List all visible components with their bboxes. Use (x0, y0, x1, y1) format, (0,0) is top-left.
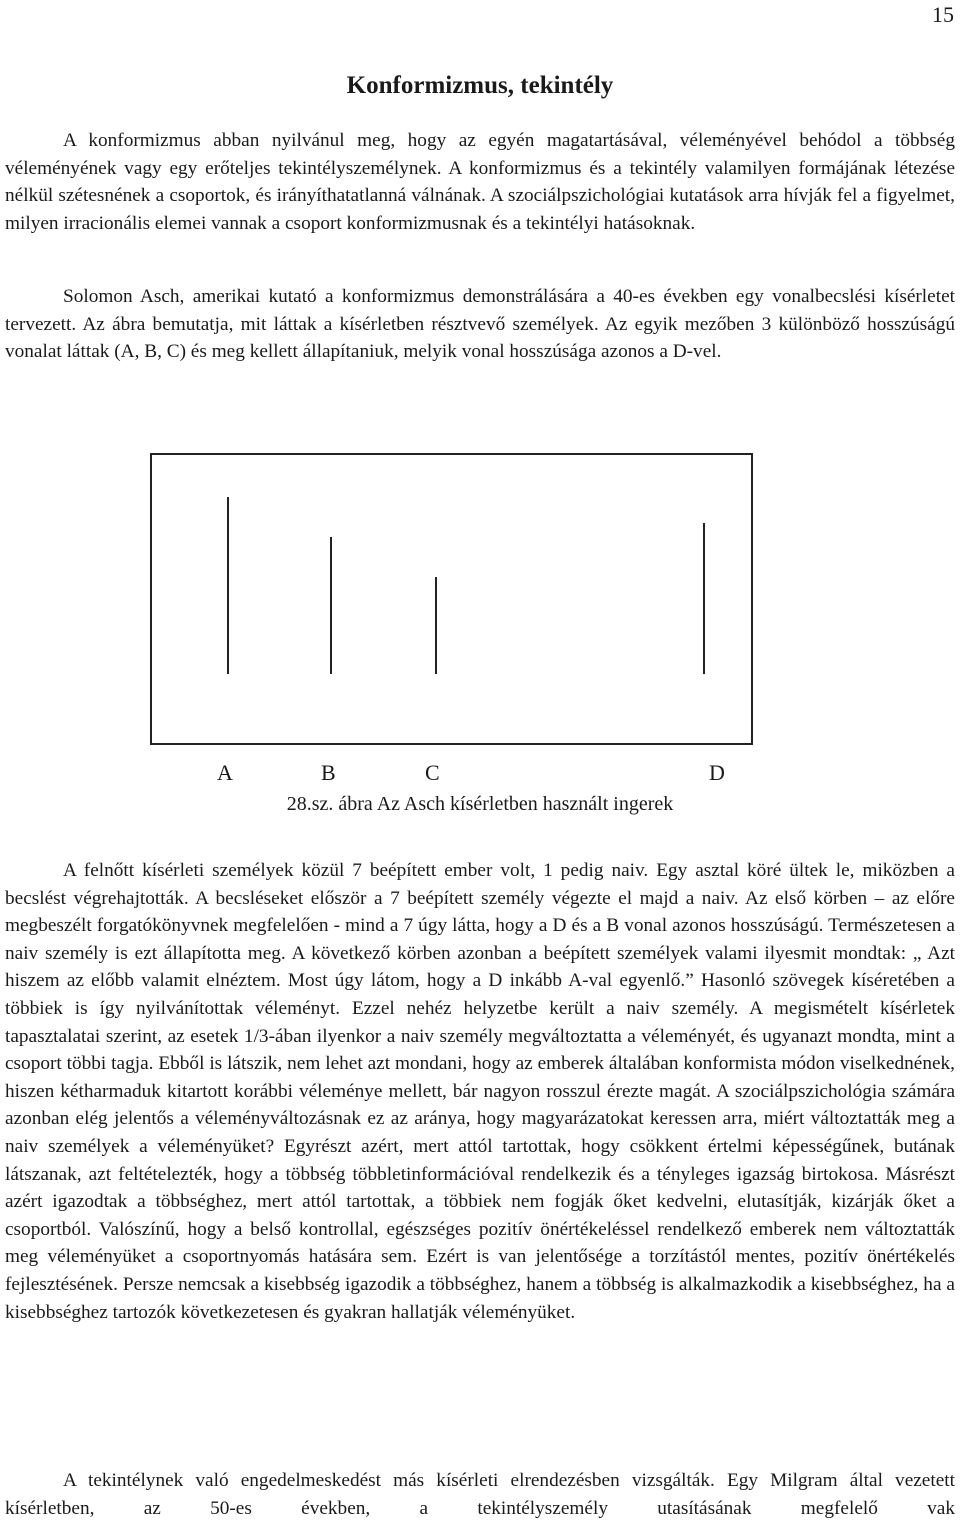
figure-label-c: C (425, 760, 440, 785)
figure-label-a: A (217, 760, 233, 785)
stimulus-line-b (330, 537, 332, 674)
stimulus-line-a (227, 497, 229, 674)
paragraph-asch: Solomon Asch, amerikai kutató a konformizmus demonstrálására a 40-es években egy vonalbecslési kísérletet tervezett. Az ábra bemutatja, mit láttak a kísérletben résztvevő személyek. Az egyik mezőben 3 különböző hosszúságú vonalat láttak (A, B, C) és meg kellett állapítaniuk, melyik vonal hosszúsága azonos a D-vel. (5, 286, 955, 363)
paragraph-experiment: A felnőtt kísérleti személyek közül 7 beépített ember volt, 1 pedig naiv. Egy asztal köré ültek le, miközben a becslést végrehajtották. A becsléseket először a 7 beépített személy végezte el majd a naiv. Az első körben – az előre megbeszélt forgatókönyvnek megfelelően - mind a 7 úgy látta, hogy a D és a B vonal azonos hosszúságú. Természetesen a naiv személy is ezt állapította meg. A következő körben azonban a beépített személyek valami ilyesmit mondtak: „ Azt hiszem az előbb valamit elnéztem. Most úgy látom, hogy a D inkább A-val egyenlő.” Hasonló szövegek kíséretében a többiek is így nyilvánítottak véleményt. Ezzel nehéz helyzetbe került a naiv személy. A megismételt kísérletek tapasztalatai szerint, az esetek 1/3-ában ilyenkor a naiv személy megváltoztatta a véleményét, és ugyanazt mondta, mint a csoport többi tagja. Ebből is látszik, nem lehet azt mondani, hogy az emberek általában konformista módon viselkednének, hiszen kétharmaduk kitartott korábbi véleménye mellett, bár nagyon rosszul érezte magát. A szociálpszichológia számára azonban elég jelentős a véleményváltozásnak ez az aránya, hogy magyarázatokat keressen arra, miért változtatták meg a naiv személyek a véleményüket? Egyrészt azért, mert attól tartottak, hogy csökkent értelmi képességűnek, butának látszanak, azt feltételezték, hogy a többség többletinformációval rendelkezik és a tényleges igazság birtokosa. Másrészt azért igazodtak a többséghez, mert attól tartottak, a többiek nem fogják őket kedvelni, elutasítják, kizárják őket a csoportból. Valószínű, hogy a belső kontrollal, egészséges pozitív önértékeléssel rendelkező emberek nem változtatták meg véleményüket a csoportnyomás hatására sem. Ezért is van jelentősége a torzítástól mentes, pozitív önértékelés fejlesztésének. Persze nemcsak a kisebbség igazodik a többséghez, hanem a többség is alkalmazkodik a kisebbséghez, ha a kisebbséghez tartozók következetesen és gyakran hallatják véleményüket. (5, 860, 955, 1323)
figure-label-d: D (709, 760, 725, 785)
asch-section (5, 283, 955, 366)
paragraph-intro: A konformizmus abban nyilvánul meg, hogy az egyén magatartásával, véleményével behódol a többség véleményének vagy egy erőteljes tekintélyszemélynek. A konformizmus és a tekintély valamilyen formájának létezése nélkül szétesnének a csoportok, és irányíthatatlanná válnának. A szociálpszichológiai kutatások arra hívják fel a figyelmet, milyen irracionális elemei vannak a csoport konformizmusnak és a tekintélyi hatásoknak. (5, 130, 955, 234)
paragraph-milgram: A tekintélynek való engedelmeskedést más kísérleti elrendezésben vizsgálták. Egy Milgram által vezetett kísérletben, az 50-es években, a tekintélyszemély utasításának megfelelő vak (5, 1470, 955, 1519)
experiment-section (5, 857, 955, 1326)
page-number: 15 (932, 2, 954, 27)
asch-line-figure (150, 453, 753, 745)
stimulus-line-d (703, 523, 705, 674)
figure-label-b: B (321, 760, 336, 785)
milgram-section (5, 1467, 955, 1522)
figure-caption: 28.sz. ábra Az Asch kísérletben használt ingerek (286, 793, 674, 815)
intro-section (5, 127, 955, 237)
page-title: Konformizmus, tekintély (346, 72, 614, 99)
stimulus-line-c (435, 577, 437, 674)
